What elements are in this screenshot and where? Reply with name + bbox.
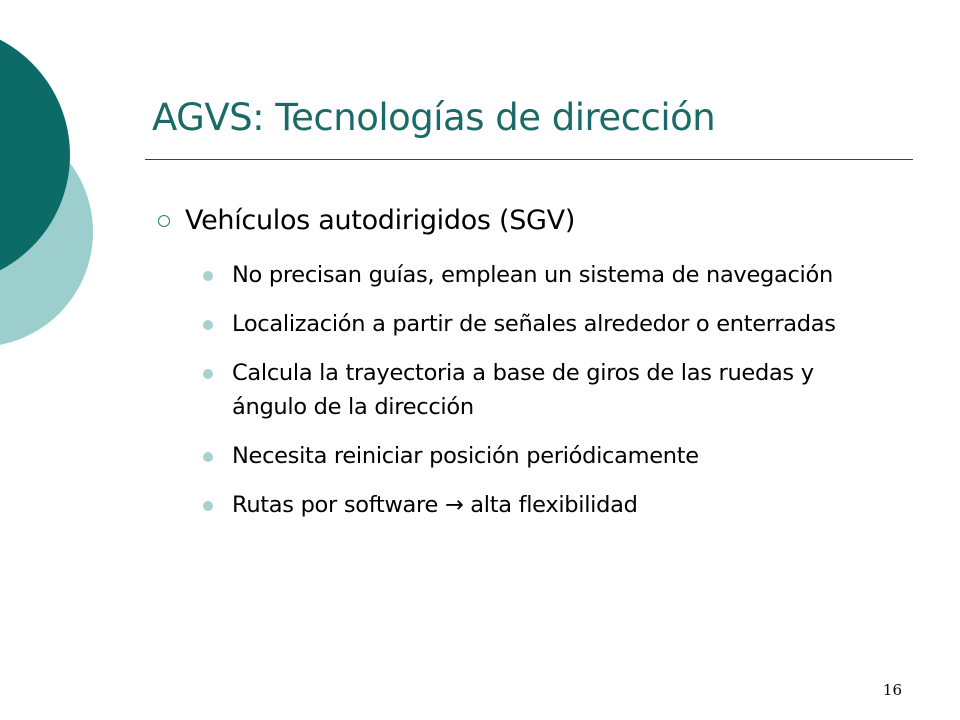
ring-bullet-icon (158, 215, 170, 227)
sub-bullet-item (203, 488, 843, 522)
sub-bullet-text: Necesita reiniciar posición periódicamente (232, 443, 699, 469)
sub-bullet-item (203, 439, 843, 473)
bullet-dot-icon (203, 271, 213, 281)
slide-title: AGVS: Tecnologías de dirección (152, 96, 716, 139)
sub-bullet-text: Calcula la trayectoria a base de giros de las ruedas y ángulo de la dirección (232, 360, 814, 420)
level1-text: Vehículos autodirigidos (SGV) (185, 205, 576, 236)
sub-bullet-text: Rutas por software → alta flexibilidad (232, 492, 638, 518)
page-number: 16 (882, 681, 902, 699)
sub-bullet-item (203, 356, 843, 424)
sub-bullet-text: No precisan guías, emplean un sistema de navegación (232, 262, 833, 288)
sub-bullet-text: Localización a partir de señales alrededor o enterradas (232, 311, 836, 337)
bullet-dot-icon (203, 501, 213, 511)
bullet-dot-icon (203, 369, 213, 379)
bullet-dot-icon (203, 320, 213, 330)
decorative-circles (0, 0, 120, 400)
title-divider (145, 159, 913, 160)
sub-bullet-list (203, 258, 843, 537)
bullet-dot-icon (203, 452, 213, 462)
sub-bullet-item (203, 258, 843, 292)
level1-item (158, 205, 575, 236)
sub-bullet-item (203, 307, 843, 341)
